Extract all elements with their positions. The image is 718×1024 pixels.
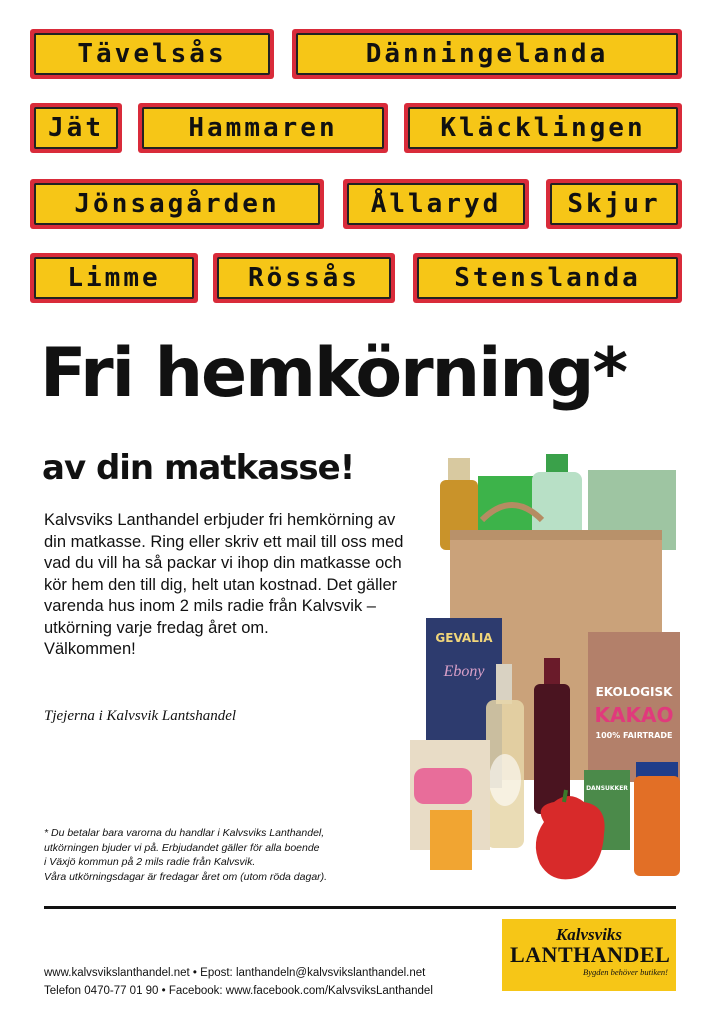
grocery-bag-illustration (404, 450, 694, 890)
village-sign-label: Dänningelanda (296, 33, 678, 75)
village-sign (413, 253, 682, 303)
village-sign-label: Hammaren (142, 107, 384, 149)
village-sign-label: Tävelsås (34, 33, 270, 75)
contact-line-web-email[interactable]: www.kalvsvikslanthandel.net • Epost: lanthandeln@kalvsvikslanthandel.net (44, 967, 426, 979)
village-sign-label: Rössås (217, 257, 391, 299)
village-sign (292, 29, 682, 79)
logo-tagline: Bygden behöver butiken! (583, 967, 668, 977)
cocoa-label-3: 100% FAIRTRADE (595, 731, 673, 740)
snack-can (430, 810, 472, 870)
store-logo (502, 919, 676, 991)
coffee-variety: Ebony (443, 663, 485, 680)
village-sign-label: Kläcklingen (408, 107, 678, 149)
village-sign (30, 103, 122, 153)
body-text (44, 510, 404, 661)
village-sign-label: Skjur (550, 183, 678, 225)
contact-info (44, 964, 433, 1000)
village-sign (30, 179, 324, 229)
signature: Tjejerna i Kalvsvik Lantshandel (44, 708, 237, 724)
welcome-text: Välkommen! (44, 640, 136, 658)
village-sign-label: Stenslanda (417, 257, 678, 299)
footnote-line: utkörningen bjuder vi på. Erbjudandet gäller för alla boende (44, 841, 320, 854)
smoothie-bottle (414, 768, 472, 804)
headline: Fri hemkörning* (40, 334, 627, 413)
footnote-line: * Du betalar bara varorna du handlar i Kalvsviks Lanthandel, (44, 827, 325, 839)
footnote-line: Våra utkörningsdagar är fredagar året om (utom röda dagar). (44, 870, 328, 883)
village-sign (404, 103, 682, 153)
village-sign-label: Ållaryd (347, 183, 525, 225)
cocoa-label-2: KAKAO (594, 703, 674, 727)
footnote (44, 826, 404, 884)
red-pepper (536, 796, 605, 879)
village-sign (213, 253, 395, 303)
contact-line-phone-facebook[interactable]: Telefon 0470-77 01 90 • Facebook: www.facebook.com/KalvsviksLanthandel (44, 985, 433, 997)
divider (44, 906, 676, 909)
pepper-stem (564, 790, 566, 802)
cocoa-bag (588, 632, 680, 782)
logo-line-1: Kalvsviks (555, 925, 623, 944)
subheadline: av din matkasse! (42, 448, 355, 488)
cocoa-label-1: EKOLOGISK (595, 685, 673, 699)
village-sign-label: Limme (34, 257, 194, 299)
body-paragraph: Kalvsviks Lanthandel erbjuder fri hemkörning av din matkasse. Ring eller skriv ett mail till oss med vad du vill ha så packar vi ihop din matkasse och kör hem den till dig, helt utan kostnad. Det gäller varenda hus inom 2 mils radie från Kalvsvik – utkörning varje fredag året om. (44, 511, 404, 637)
village-sign (546, 179, 682, 229)
sugar-brand: DANSUKKER (586, 785, 628, 792)
village-sign (30, 253, 198, 303)
footnote-line: i Växjö kommun på 2 mils radie från Kalvsvik. (44, 856, 256, 868)
coffee-brand: GEVALIA (435, 631, 493, 645)
jam-jar (634, 762, 680, 876)
village-sign-label: Jät (34, 107, 118, 149)
village-sign (343, 179, 529, 229)
village-sign-label: Jönsagården (34, 183, 320, 225)
village-sign (138, 103, 388, 153)
logo-line-2: LANTHANDEL (510, 942, 671, 967)
village-sign (30, 29, 274, 79)
